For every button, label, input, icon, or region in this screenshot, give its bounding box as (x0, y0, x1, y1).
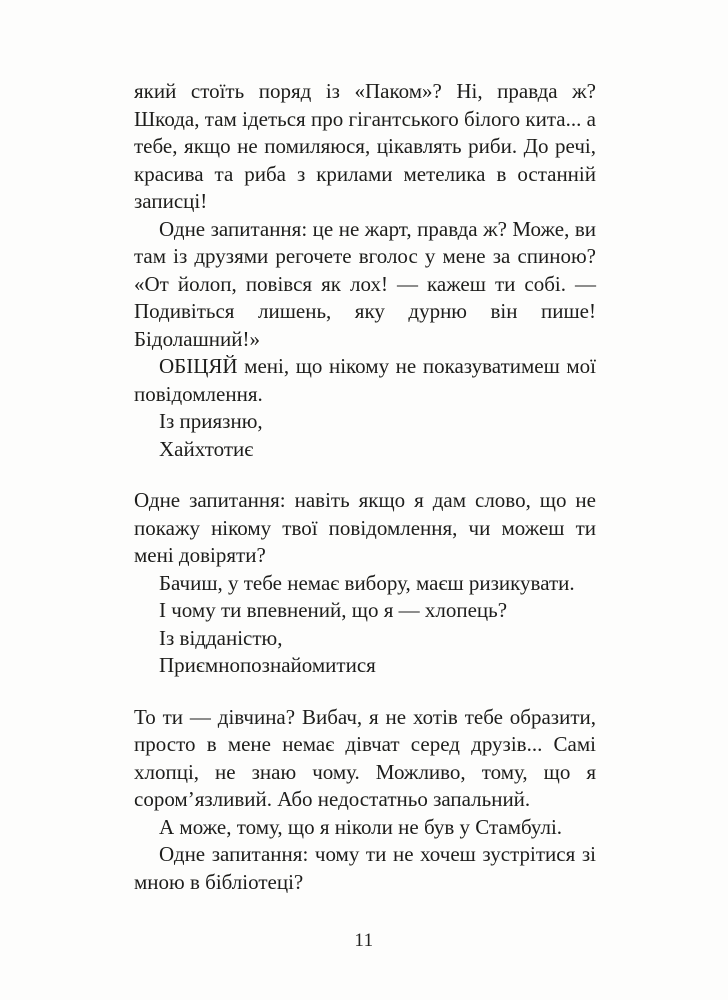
paragraph: Хайхтотиє (159, 436, 254, 461)
message-block-1 (134, 78, 596, 463)
message-block-2 (134, 487, 596, 680)
paragraph: Одне запитання: навіть якщо я дам слово, що не покажу нікому твої повідомлення, чи можеш ти мені довіряти? (134, 488, 596, 567)
paragraph: І чому ти впевнений, що я — хлопець? (159, 598, 508, 622)
paragraph: То ти — дівчина? Вибач, я не хотів тебе образити, просто в мене немає дівчат серед друзів... Самі хлопці, не знаю чому. Можливо, тому, що я сором’язливий. Або недостатньо запальний. (134, 704, 596, 811)
message-block-3 (134, 704, 596, 897)
paragraph: А може, тому, що я ніколи не був у Стамбулі. (159, 814, 563, 839)
paragraph: ОБІЦЯЙ мені, що нікому не показуватимеш мої повідомлення. (134, 354, 596, 406)
paragraph: який стоїть поряд із «Паком»? Ні, правда ж? Шкода, там ідеться про гігантського білого кита... а тебе, якщо не помиляюся, цікавлять риби. До речі, красива та риба з крилами метелика в останній записці! (134, 79, 596, 213)
paragraph: Приємнопознайомитися (159, 653, 376, 677)
paragraph: Одне запитання: це не жарт, правда ж? Може, ви там із друзями регочете вголос у мене за спиною? «От йолоп, повівся як лох! — кажеш ти собі. — Подивіться лишень, яку дурню він пише! Бідолашний!» (134, 216, 596, 351)
paragraph: Із відданістю, (159, 625, 283, 650)
body-text (134, 78, 596, 896)
paragraph: Бачиш, у тебе немає вибору, маєш ризикувати. (159, 570, 575, 595)
page-number: 11 (354, 930, 374, 951)
paragraph: Одне запитання: чому ти не хочеш зустрітися зі мною в бібліотеці? (134, 842, 596, 894)
paragraph: Із приязню, (159, 409, 263, 433)
